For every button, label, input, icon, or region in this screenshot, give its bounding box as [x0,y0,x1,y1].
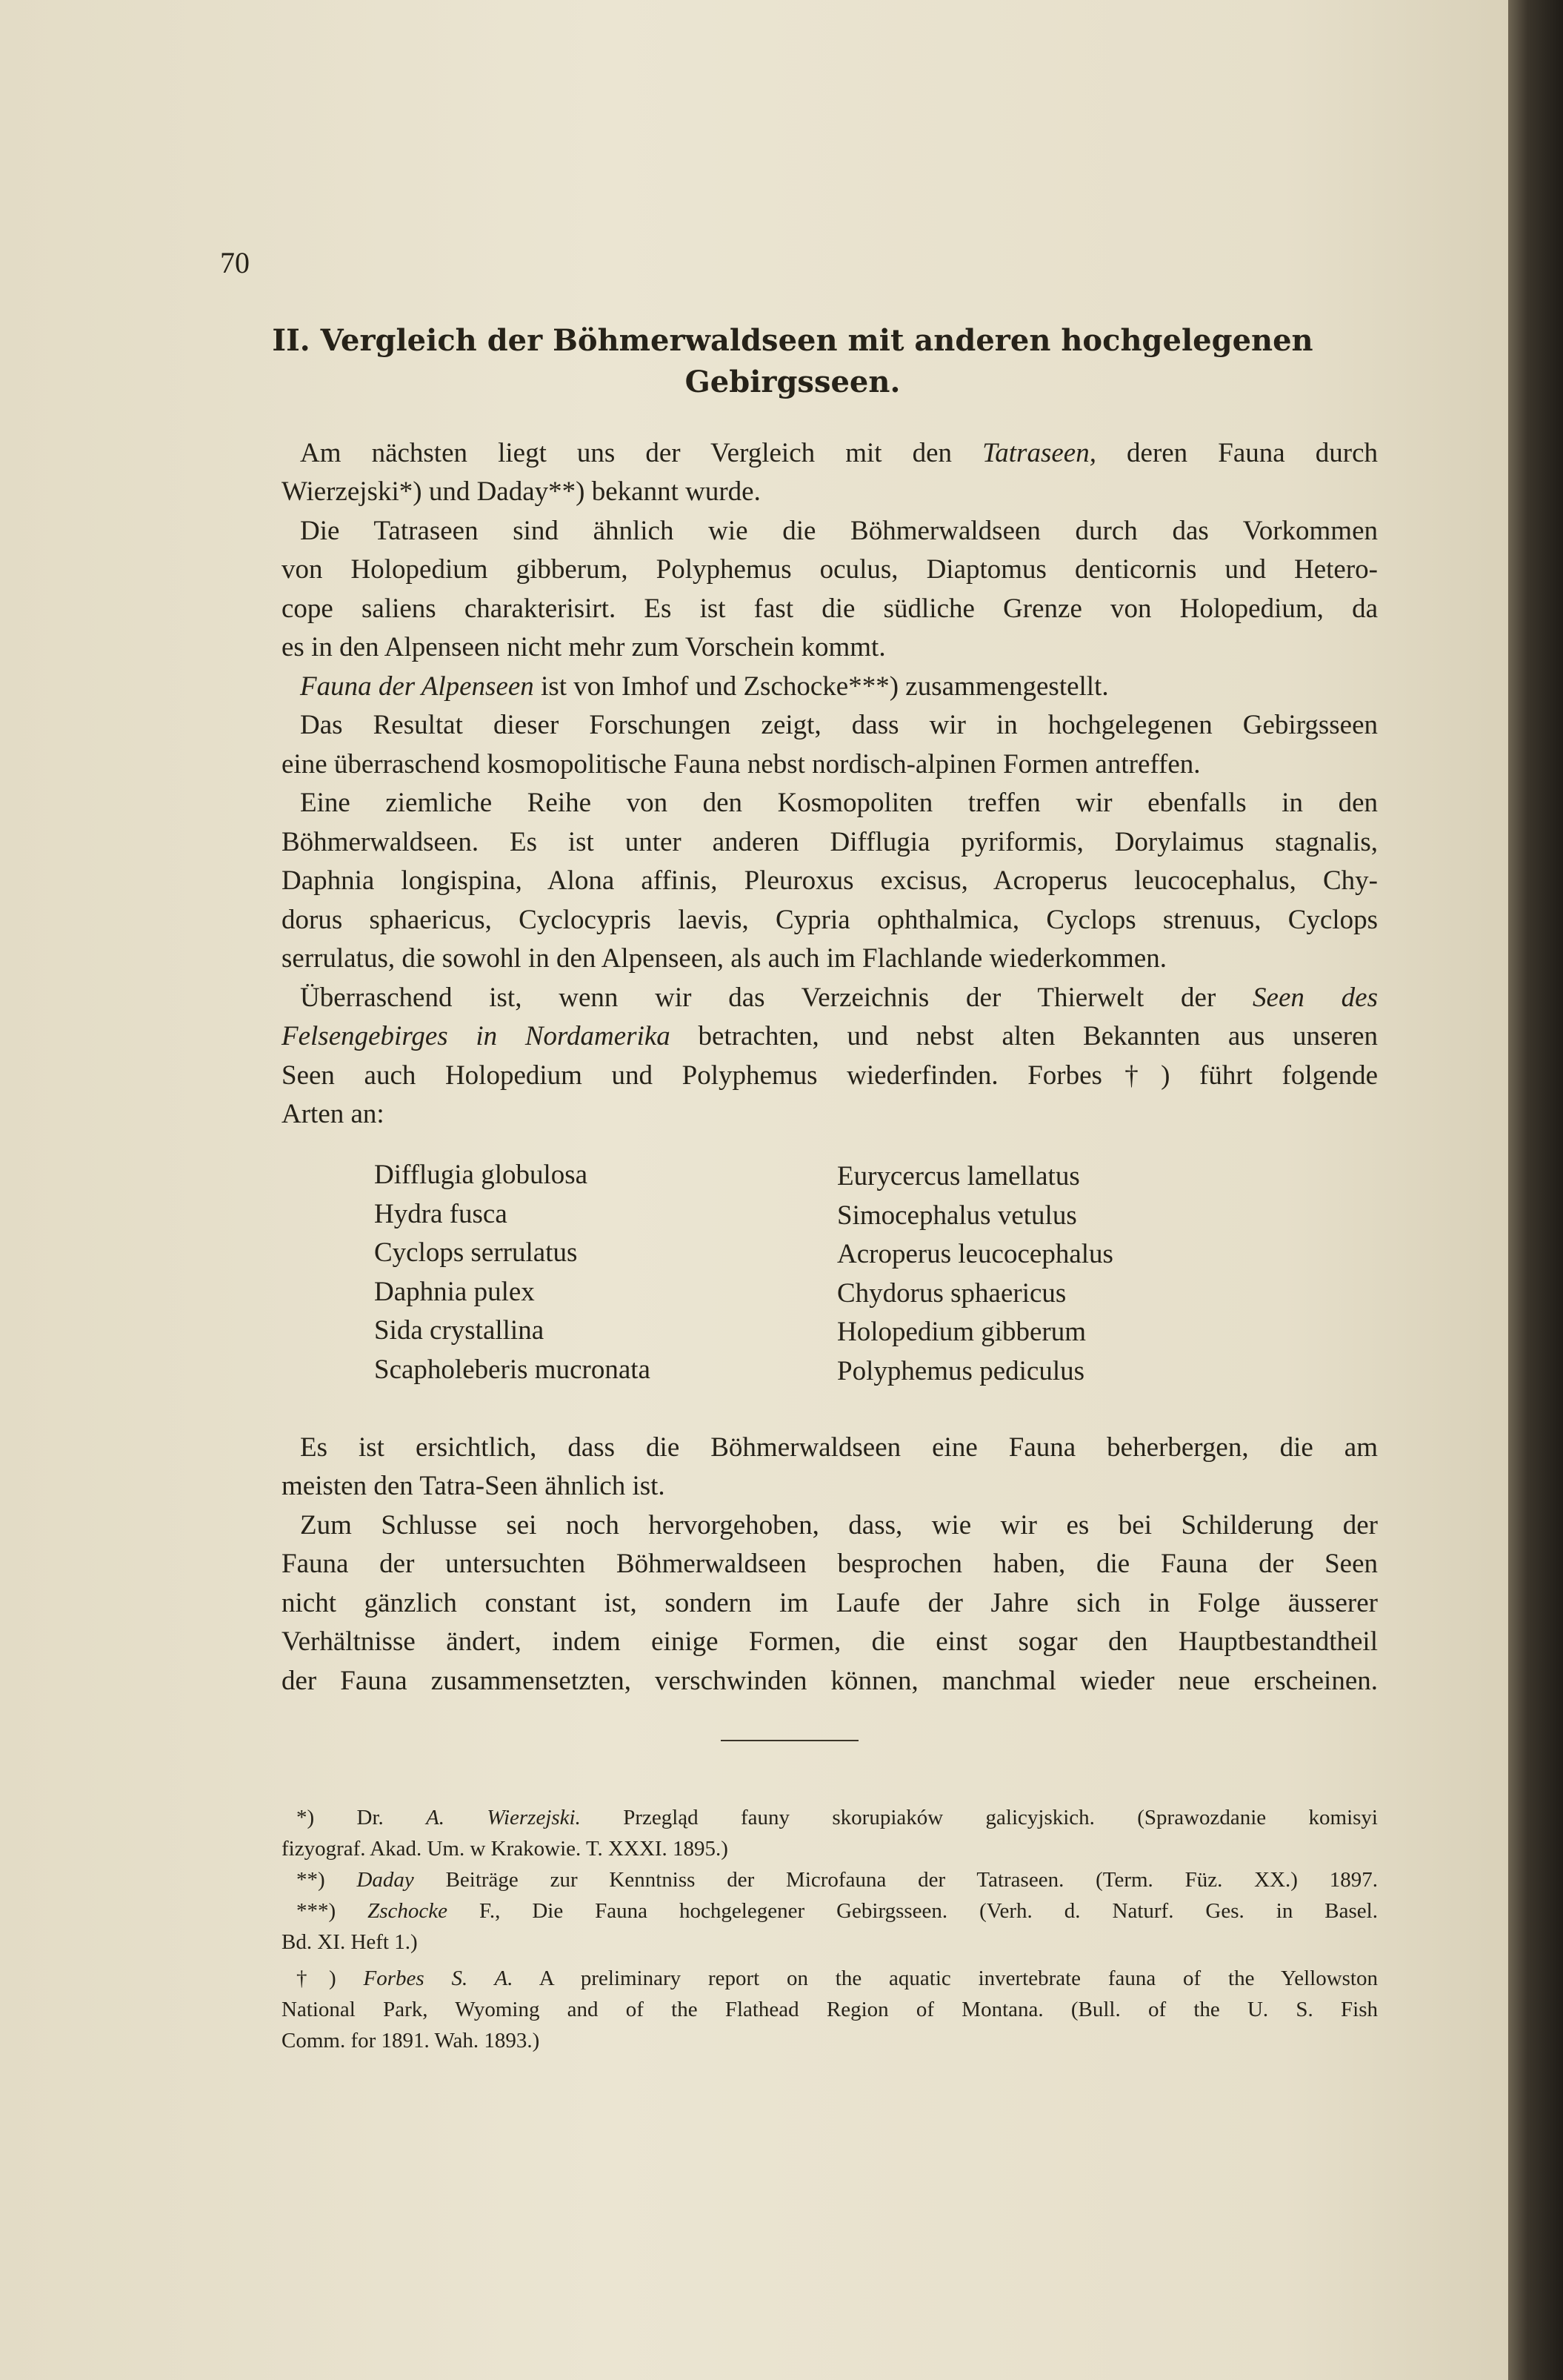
species-item: Hydra fusca [374,1198,507,1229]
section-heading [267,320,1319,403]
paragraph-3-line-1: Fauna der Alpenseen ist von Imhof und Zschocke***) zusammengestellt. [300,671,1109,702]
paragraph-8-line-4: Verhältnisse ändert, indem einige Formen, die einst sogar den Hauptbestandtheil [281,1626,1378,1657]
species-item: Sida crystallina [374,1315,544,1346]
paragraph-8-line-3: nicht gänzlich constant ist, sondern im Laufe der Jahre sich in Folge äusserer [281,1588,1378,1618]
paragraph-6-line-1: Überraschend ist, wenn wir das Verzeichnis der Thierwelt der Seen des [300,983,1378,1013]
species-item: Holopedium gibberum [837,1317,1087,1347]
species-item: Difflugia globulosa [374,1160,588,1190]
paragraph-5-line-5: serrulatus, die sowohl in den Alpenseen, als auch im Flachlande wiederkommen. [281,943,1167,974]
footnote-4-line-1: †) Forbes S. A. A preliminary report on the aquatic invertebrate fauna of the Yellowston [296,1967,1378,1990]
paragraph-4-line-1: Das Resultat dieser Forschungen zeigt, dass wir in hochgelegenen Gebirgsseen [300,710,1378,740]
paragraph-5-line-3: Daphnia longispina, Alona affinis, Pleuroxus excisus, Acroperus leucocephalus, Chy- [281,865,1378,896]
separator-rule [721,1740,859,1741]
page-number: 70 [220,246,250,279]
footnote-4-line-2: National Park, Wyoming and of the Flathead Region of Montana. (Bull. of the U. S. Fish [281,1998,1378,2021]
footnote-4-line-3: Comm. for 1891. Wah. 1893.) [281,2029,540,2052]
paragraph-2-line-3: cope saliens charakterisirt. Es ist fast die südliche Grenze von Holopedium, da [281,594,1378,624]
paragraph-8-line-2: Fauna der untersuchten Böhmerwaldseen besprochen haben, die Fauna der Seen [281,1549,1378,1579]
footnote-1-line-2: fizyograf. Akad. Um. w Krakowie. T. XXXI. 1895.) [281,1837,728,1861]
species-item: Eurycercus lamellatus [837,1161,1080,1191]
species-list-left [374,1156,650,1389]
paragraph-8-line-1: Zum Schlusse sei noch hervorgehoben, dass, wie wir es bei Schilderung der [300,1510,1378,1540]
footnote-3-line-2: Bd. XI. Heft 1.) [281,1930,418,1954]
paragraph-1-line-2: Wierzejski*) und Daday**) bekannt wurde. [281,476,761,507]
paragraph-6-line-3: Seen auch Holopedium und Polyphemus wiederfinden. Forbes†) führt folgende [281,1060,1378,1091]
paragraph-6-line-4: Arten an: [281,1099,384,1129]
species-item: Scapholeberis mucronata [374,1354,650,1385]
species-item: Acroperus leucocephalus [837,1239,1113,1269]
paragraph-6-line-2: Felsengebirges in Nordamerika betrachten, und nebst alten Bekannten aus unseren [281,1021,1379,1051]
species-item: Chydorus sphaericus [837,1277,1067,1309]
section-heading-line-2: Gebirgsseen. [684,365,901,399]
paragraph-4-line-2: eine überraschend kosmopolitische Fauna nebst nordisch-alpinen Formen antreffen. [281,749,1201,780]
footnote-3-line-1: ***) Zschocke F., Die Fauna hochgelegener Gebirgsseen. (Verh. d. Naturf. Ges. in Basel. [296,1899,1378,1923]
species-item: Simocephalus vetulus [837,1200,1077,1231]
paragraph-7-line-2: meisten den Tatra-Seen ähnlich ist. [281,1471,665,1501]
footnote-2: **) Daday Beiträge zur Kenntniss der Microfauna der Tatraseen. (Term. Füz. XX.) 1897. [296,1868,1378,1892]
paragraph-5-line-2: Böhmerwaldseen. Es ist unter anderen Difflugia pyriformis, Dorylaimus stagnalis, [281,827,1378,857]
page-edge-binding [1508,0,1563,2380]
species-item: Polyphemus pediculus [837,1355,1085,1386]
paragraph-5-line-4: dorus sphaericus, Cyclocypris laevis, Cypria ophthalmica, Cyclops strenuus, Cyclops [281,905,1378,935]
species-item: Cyclops serrulatus [374,1237,578,1268]
species-item: Daphnia pulex [374,1276,535,1307]
paragraph-8-line-5: der Fauna zusammensetzten, verschwinden können, manchmal wieder neue erscheinen. [281,1666,1378,1696]
paragraph-7-line-1: Es ist ersichtlich, dass die Böhmerwaldseen eine Fauna beherbergen, die am [300,1432,1378,1463]
paragraph-2-line-4: es in den Alpenseen nicht mehr zum Vorschein kommt. [281,632,886,662]
species-list-right [837,1157,1113,1391]
paragraph-2-line-1: Die Tatraseen sind ähnlich wie die Böhmerwaldseen durch das Vorkommen [300,516,1378,546]
paragraph-2-line-2: von Holopedium gibberum, Polyphemus oculus, Diaptomus denticornis und Hetero- [281,554,1378,585]
paragraph-5-line-1: Eine ziemliche Reihe von den Kosmopoliten treffen wir ebenfalls in den [300,788,1378,818]
section-heading-line-1: II. Vergleich der Böhmerwaldseen mit anderen hochgelegenen [272,323,1313,358]
paragraph-1-line-1: Am nächsten liegt uns der Vergleich mit den Tatraseen, deren Fauna durch [300,438,1378,468]
footnote-1-line-1: *) Dr. A. Wierzejski. Przegląd fauny skorupiaków galicyjskich. (Sprawozdanie komisyi [296,1806,1378,1829]
